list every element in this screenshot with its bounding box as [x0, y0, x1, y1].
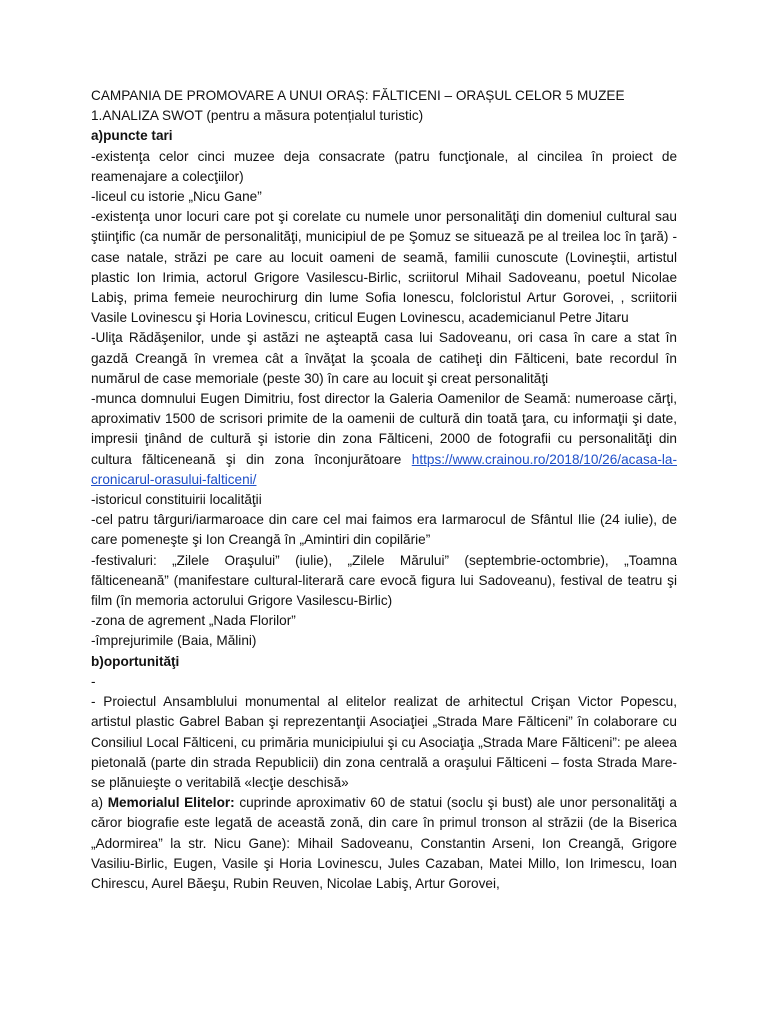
- list-marker: a): [91, 795, 108, 811]
- paragraph: -festivaluri: „Zilele Oraşului” (iulie), „Zilele Mărului” (septembrie-octombrie), „Toamna fălticeneană” (manifestare cultural-literară care evocă figura lui Sadoveanu), festival de teatru şi film (în memoria actorului Grigore Vasilescu-Birlic): [91, 552, 677, 609]
- paragraph: -Uliţa Rădăşenilor, unde şi astăzi ne aşteaptă casa lui Sadoveanu, ori casa în care a stat în gazdă Creangă în vremea cât a învăţat la şcoala de catiheţi din Fălticeni, bate recordul în numărul de case memoriale (peste 30) în care au locuit şi creat personalităţi: [91, 330, 677, 386]
- paragraph: -existenţa celor cinci muzee deja consacrate (patru funcţionale, al cincilea în proiect de reamenajare a colecţiilor): [91, 148, 677, 184]
- article-link[interactable]: https://www.crainou.ro/2018/10/26/acasa-la-cronicarul-orasului-falticeni/: [91, 451, 677, 487]
- paragraph: -existenţa unor locuri care pot şi corelate cu numele unor personalităţi din domeniul cultural sau ştiinţific (ca număr de personalităţi, municipiul de pe Şomuz se situează pe al treilea loc în ţară) - case natale, străzi pe care au locuit oameni de seamă, familii cunoscute (Lovineştii, artistul plastic Ion Irimia, actorul Grigore Vasilescu-Birlic, scriitorul Mihail Sadoveanu, poetul Nicolae Labiş, prima femeie neurochirurg din lume Sofia Ionescu, folcloristul Artur Gorovei, , scriitorii Vasile Lovinescu şi Horia Lovinescu, criticul Eugen Lovinescu, academicianul Petre Jitaru: [91, 209, 677, 326]
- paragraph: [91, 389, 677, 490]
- subheading-opportunities: b)oportunităţi: [91, 653, 180, 669]
- memorial-heading: Memorialul Elitelor:: [107, 795, 235, 811]
- paragraph-text: -munca domnului Eugen Dimitriu, fost director la Galeria Oamenilor de Seamă: numeroase cărţi, aproximativ 1500 de scrisori primite de la oamenii de cultură din toată ţara, cu informaţii şi date, impresii ţinând de cultură şi istorie din zona Fălticeni, 2000 de fotografii cu personalităţi din cultura fălticeneană şi din zona înconjurătoare: [91, 391, 677, 467]
- paragraph-text: cuprinde aproximativ 60 de statui (soclu şi bust) ale unor personalităţi a căror biografie este legată de această zonă, din care în primul tronson al străzii (de la Biserica „Adormirea” la str. Nicu Gane): Mihail Sadoveanu, Constantin Arseni, Ion Creangă, Grigore Vasiliu-Birlic, Eugen, Vasile şi Horia Lovinescu, Jules Cazaban, Matei Millo, Ion Irimescu, Ioan Chirescu, Aurel Băeşu, Rubin Reuven, Nicolae Labiş, Artur Gorovei,: [91, 795, 677, 891]
- paragraph: [91, 793, 677, 894]
- paragraph: - Proiectul Ansamblului monumental al elitelor realizat de arhitectul Crişan Victor Popescu, artistul plastic Gabrel Baban şi reprezentanţii Asociaţiei „Strada Mare Fălticeni” în colaborare cu Consiliul Local Fălticeni, cu primăria municipiului şi cu Asociaţia „Strada Mare Fălticeni”: pe aleea pietonală (parte din strada Republicii) din zona centrală a oraşului Fălticeni – fosta Strada Mare- se plănuieşte o veritabilă «lecţie deschisă»: [91, 694, 677, 790]
- section-heading-swot: 1.ANALIZA SWOT (pentru a măsura potențialul turistic): [91, 108, 424, 124]
- document-title: CAMPANIA DE PROMOVARE A UNUI ORAȘ: FĂLTICENI – ORAȘUL CELOR 5 MUZEE: [91, 88, 625, 103]
- paragraph: -zona de agrement „Nada Florilor”: [91, 613, 296, 629]
- paragraph: -cel patru târguri/iarmaroace din care cel mai faimos era Iarmarocul de Sfântul Ilie (24 iulie), de care pomeneşte şi Ion Creangă în „Amintiri din copilărie”: [91, 512, 677, 548]
- paragraph: -istoricul constituirii localităţii: [91, 492, 262, 508]
- paragraph: -: [91, 673, 96, 689]
- subheading-strengths: a)puncte tari: [91, 128, 173, 144]
- paragraph: -liceul cu istorie „Nicu Gane”: [91, 189, 262, 205]
- paragraph: -împrejurimile (Baia, Mălini): [91, 633, 257, 649]
